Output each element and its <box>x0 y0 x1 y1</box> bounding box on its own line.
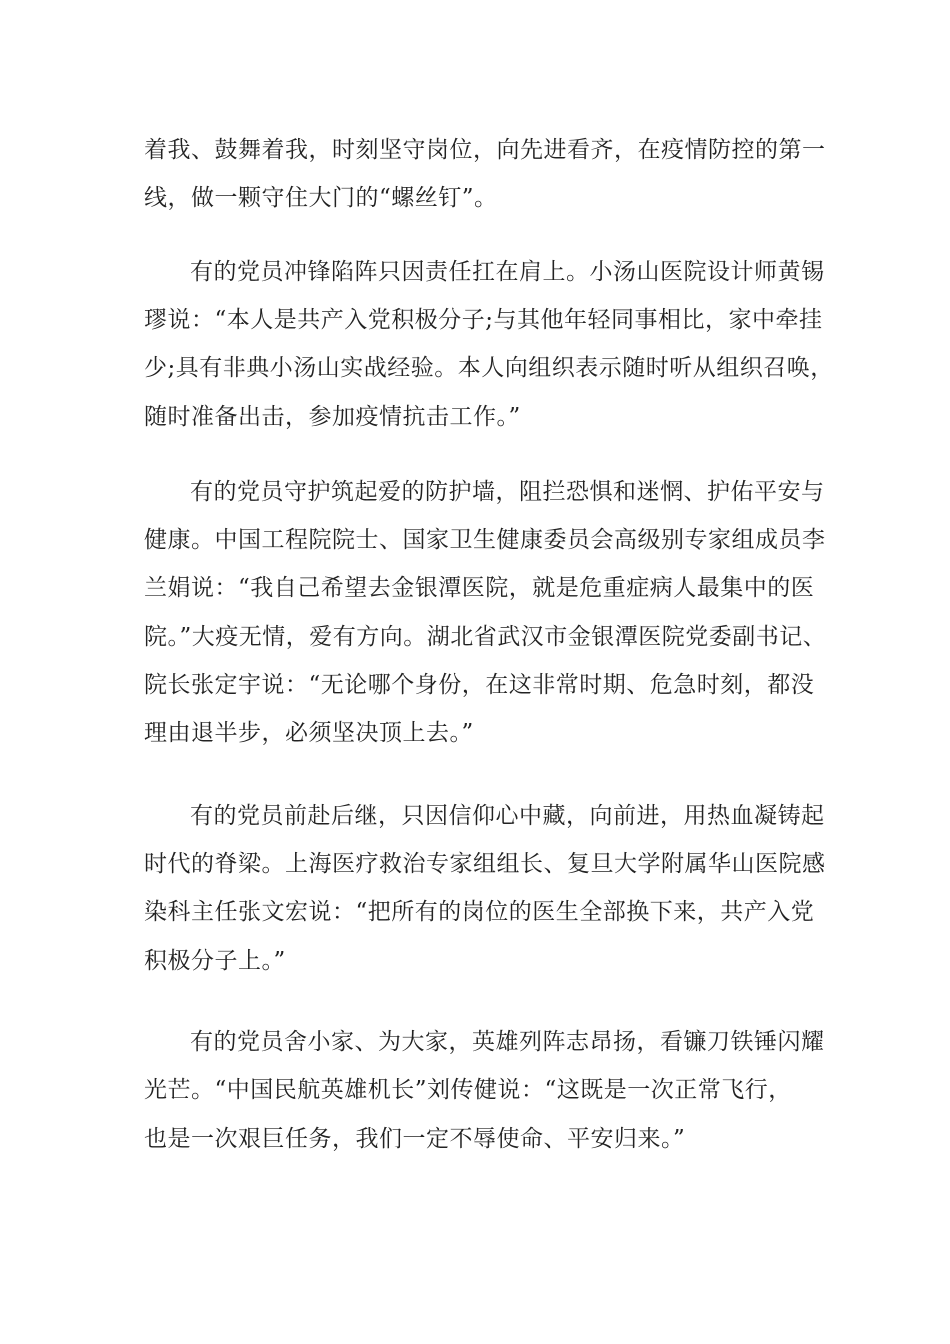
text-line: 着我、鼓舞着我，时刻坚守岗位，向先进看齐，在疫情防控的第一 <box>144 137 826 163</box>
text-line: 理由退半步，必须坚决顶上去。” <box>144 720 474 746</box>
text-line: 有的党员冲锋陷阵只因责任扛在肩上。小汤山医院设计师黄锡 <box>190 259 825 285</box>
text-line: 有的党员舍小家、为大家，英雄列阵志昂扬，看镰刀铁锤闪耀 <box>190 1029 825 1055</box>
text-line: 院。”大疫无情，爱有方向。湖北省武汉市金银潭医院党委副书记、 <box>144 624 827 650</box>
text-line: 积极分子上。” <box>144 948 286 974</box>
text-line: 有的党员守护筑起爱的防护墙，阻拦恐惧和迷惘、护佑平安与 <box>190 479 825 505</box>
text-line: 时代的脊梁。上海医疗救治专家组组长、复旦大学附属华山医院感 <box>144 851 826 877</box>
text-line: 染科主任张文宏说：“把所有的岗位的医生全部换下来，共产入党 <box>144 899 815 925</box>
text-line: 线，做一颗守住大门的“螺丝钉”。 <box>144 185 498 211</box>
text-line: 光芒。“中国民航英雄机长”刘传健说：“这既是一次正常飞行， <box>144 1077 792 1103</box>
text-line: 健康。中国工程院院士、国家卫生健康委员会高级别专家组成员李 <box>144 527 826 553</box>
text-line: 少;具有非典小汤山实战经验。本人向组织表示随时听从组织召唤， <box>144 355 834 381</box>
text-line: 随时准备出击，参加疫情抗击工作。” <box>144 404 521 430</box>
text-line: 兰娟说：“我自己希望去金银潭医院，就是危重症病人最集中的医 <box>144 575 815 601</box>
text-line: 有的党员前赴后继，只因信仰心中藏，向前进，用热血凝铸起 <box>190 803 825 829</box>
text-line: 璆说：“本人是共产入党积极分子;与其他年轻同事相比，家中牵挂 <box>144 307 823 333</box>
text-line: 也是一次艰巨任务，我们一定不辱使命、平安归来。” <box>144 1126 686 1152</box>
text-line: 院长张定宇说：“无论哪个身份，在这非常时期、危急时刻，都没 <box>144 672 815 698</box>
